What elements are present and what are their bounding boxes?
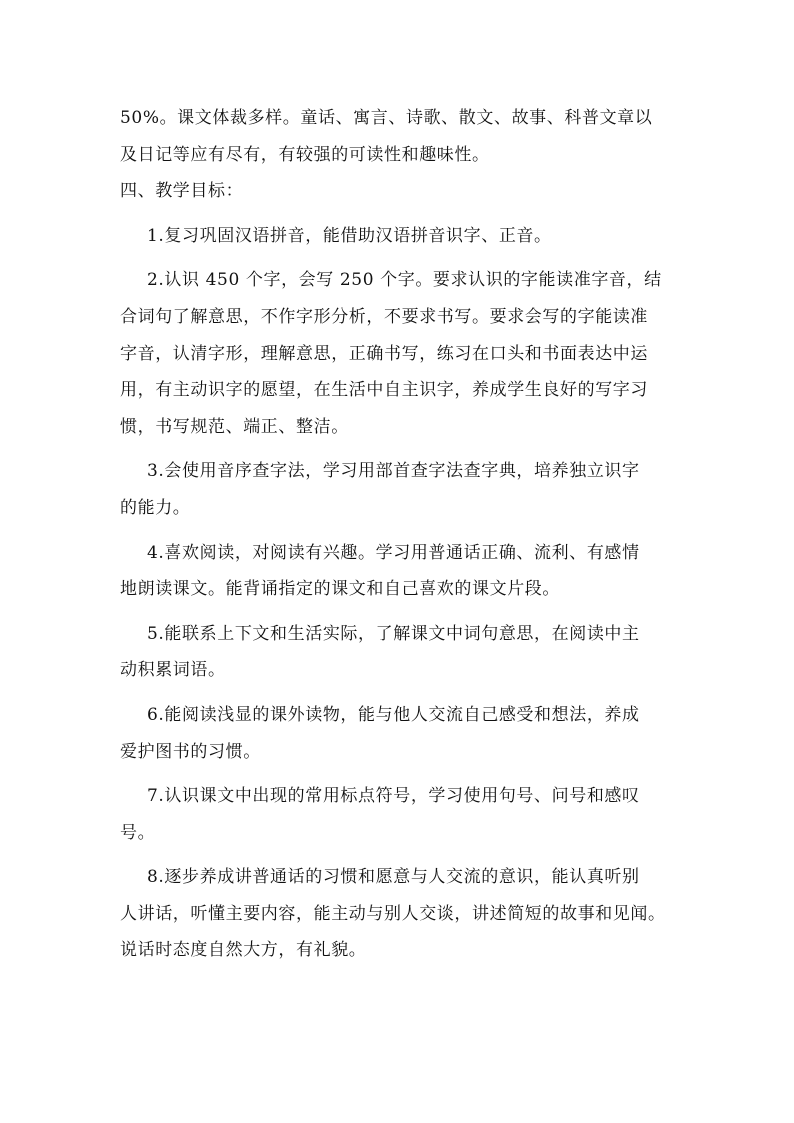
text-line: 4.喜欢阅读，对阅读有兴趣。学习用普通话正确、流利、有感情 [147, 542, 640, 563]
text-line: 说话时态度自然大方，有礼貌。 [120, 940, 367, 961]
text-line: 惯，书写规范、端正、整洁。 [120, 416, 349, 437]
objective-item-7 [120, 778, 676, 851]
text-line: 爱护图书的习惯。 [120, 741, 261, 762]
objective-item-8 [120, 859, 676, 969]
text-line: 合词句了解意思，不作字形分析，不要求书写。要求会写的字能读准 [120, 306, 648, 327]
text-line: 2.认识 450 个字，会写 250 个字。要求认识的字能读准字音，结 [147, 270, 662, 291]
document-body [120, 100, 676, 969]
text-line: 人讲话，听懂主要内容，能主动与别人交谈，讲述简短的故事和见闻。 [120, 903, 666, 924]
objective-item-1 [120, 218, 676, 255]
text-line: 地朗读课文。能背诵指定的课文和自己喜欢的课文片段。 [120, 579, 560, 600]
section-heading: 四、教学目标： [120, 181, 244, 202]
text-line: 及日记等应有尽有，有较强的可读性和趣味性。 [120, 144, 490, 165]
text-line: 字音，认清字形，理解意思，正确书写，练习在口头和书面表达中运 [120, 343, 648, 364]
objective-item-6 [120, 697, 676, 770]
intro-paragraph [120, 100, 676, 173]
text-line: 用，有主动识字的愿望，在生活中自主识字，养成学生良好的写字习 [120, 380, 648, 401]
objective-item-2 [120, 262, 676, 445]
text-line: 50%。课文体裁多样。童话、寓言、诗歌、散文、故事、科普文章以 [120, 108, 653, 128]
objective-item-4 [120, 535, 676, 608]
objective-item-5 [120, 616, 676, 689]
text-line: 动积累词语。 [120, 660, 226, 681]
text-line: 的能力。 [120, 497, 191, 518]
text-line: 8.逐步养成讲普通话的习惯和愿意与人交流的意识，能认真听别 [147, 867, 640, 888]
objective-item-3 [120, 453, 676, 526]
text-line: 5.能联系上下文和生活实际，了解课文中词句意思，在阅读中主 [147, 623, 640, 644]
text-line: 号。 [120, 822, 156, 843]
text-line: 6.能阅读浅显的课外读物，能与他人交流自己感受和想法，养成 [147, 704, 640, 725]
text-line: 7.认识课文中出现的常用标点符号，学习使用句号、问号和感叹 [147, 786, 640, 807]
text-line: 1.复习巩固汉语拼音，能借助汉语拼音识字、正音。 [147, 225, 552, 246]
text-line: 3.会使用音序查字法，学习用部首查字法查字典，培养独立识字 [147, 461, 640, 482]
